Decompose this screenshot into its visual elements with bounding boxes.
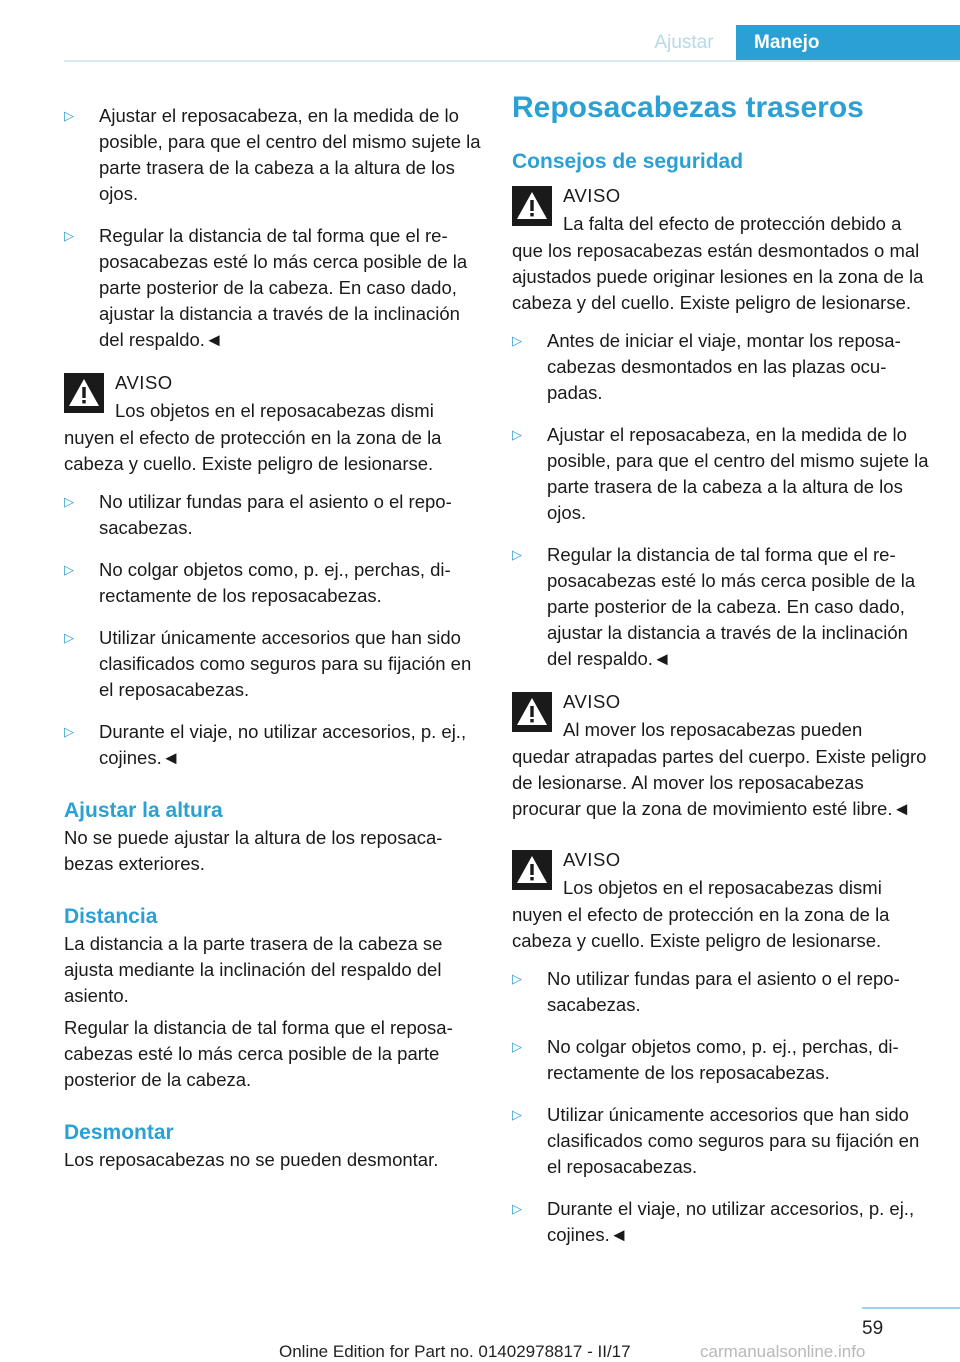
warning-title: AVISO bbox=[115, 372, 173, 393]
watermark: carmanualsonline.info bbox=[700, 1342, 866, 1361]
warning-text: Los objetos en el reposacabezas dismi bbox=[563, 877, 882, 898]
warning-title: AVISO bbox=[563, 185, 621, 206]
warning-triangle-icon bbox=[512, 692, 552, 732]
warning-text: nuyen el efecto de protección en la zona de la cabeza y cuello. Existe peligro de lesionarse. bbox=[64, 427, 442, 474]
section-heading: Consejos de seguridad bbox=[512, 150, 744, 173]
list-item: ▷ Durante el viaje, no utilizar accesorios, p. ej., cojines.◄ bbox=[512, 1198, 915, 1245]
edition-note: Online Edition for Part no. 01402978817 - II/17 bbox=[279, 1342, 631, 1361]
warning-title: AVISO bbox=[563, 849, 621, 870]
section-heading: Distancia bbox=[64, 905, 158, 928]
footer-rule bbox=[862, 1307, 960, 1309]
list-item: ▷ Utilizar únicamente accesorios que han sido clasificados como seguros para su fijación en el reposacabezas. bbox=[64, 627, 472, 700]
header-rule bbox=[64, 60, 960, 62]
bullet-triangle-icon: ▷ bbox=[512, 427, 522, 442]
warning-text: que los reposacabezas están desmontados o mal ajustados puede originar lesiones en la zona de la cabeza y del cuello. Existe peligro de lesionarse. bbox=[512, 240, 924, 313]
paragraph: La distancia a la parte trasera de la cabeza se ajusta mediante la inclinación del respaldo del asiento. bbox=[64, 933, 443, 1006]
bullet-triangle-icon: ▷ bbox=[64, 630, 74, 645]
paragraph: Regular la distancia de tal forma que el reposacabezas esté lo más cerca posible de la parte posterior de la cabeza. bbox=[64, 1017, 453, 1090]
header-tab-ajustar: Ajustar bbox=[654, 32, 714, 53]
bullet-triangle-icon: ▷ bbox=[64, 228, 74, 243]
bullet-triangle-icon: ▷ bbox=[512, 1107, 522, 1122]
list-item: ▷ Durante el viaje, no utilizar accesorios, p. ej., cojines.◄ bbox=[64, 721, 467, 768]
list-item: ▷ No utilizar fundas para el asiento o el reposacabezas. bbox=[512, 968, 900, 1015]
list-item: ▷ Regular la distancia de tal forma que el reposacabezas esté lo más cerca posible de la parte posterior de la cabeza. En caso dado, ajustar la distancia a través de la inclinación del respaldo.◄ bbox=[512, 544, 916, 669]
page-number: 59 bbox=[862, 1318, 884, 1339]
warning-triangle-icon bbox=[64, 373, 104, 413]
paragraph: No se puede ajustar la altura de los reposacabezas exteriores. bbox=[64, 827, 443, 874]
list-item: ▷ Utilizar únicamente accesorios que han sido clasificados como seguros para su fijación en el reposacabezas. bbox=[512, 1104, 920, 1177]
bullet-triangle-icon: ▷ bbox=[64, 562, 74, 577]
list-item: ▷ No utilizar fundas para el asiento o el reposacabezas. bbox=[64, 491, 452, 538]
bullet-triangle-icon: ▷ bbox=[512, 1201, 522, 1216]
bullet-triangle-icon: ▷ bbox=[64, 108, 74, 123]
bullet-triangle-icon: ▷ bbox=[512, 1039, 522, 1054]
header-tab-manejo: Manejo bbox=[736, 25, 960, 60]
warning-triangle-icon bbox=[512, 850, 552, 890]
warning-text: nuyen el efecto de protección en la zona de la cabeza y cuello. Existe peligro de lesionarse. bbox=[512, 904, 890, 951]
warning-text: quedar atrapadas partes del cuerpo. Existe peligro de lesionarse. Al mover los reposacabezas procurar que la zona de movimiento esté libre.◄ bbox=[512, 746, 927, 819]
list-item: ▷ Ajustar el reposacabeza, en la medida de lo posible, para que el centro del mismo sujete la parte trasera de la cabeza a la altura de los ojos. bbox=[512, 424, 929, 523]
bullet-triangle-icon: ▷ bbox=[64, 724, 74, 739]
list-item: ▷ Ajustar el reposacabeza, en la medida de lo posible, para que el centro del mismo sujete la parte trasera de la cabeza a la altura de los ojos. bbox=[64, 105, 481, 204]
list-item: ▷ Antes de iniciar el viaje, montar los reposacabezas desmontados en las plazas ocupadas. bbox=[512, 330, 901, 403]
page-title: Reposacabezas traseros bbox=[512, 91, 864, 124]
warning-text: Los objetos en el reposacabezas dismi bbox=[115, 400, 434, 421]
left-column bbox=[64, 95, 482, 1179]
bullet-triangle-icon: ▷ bbox=[512, 547, 522, 562]
warning-text: La falta del efecto de protección debido a bbox=[563, 213, 902, 234]
section-heading: Desmontar bbox=[64, 1121, 174, 1144]
warning-block bbox=[512, 846, 932, 954]
section-heading: Ajustar la altura bbox=[64, 799, 223, 822]
list-item: ▷ No colgar objetos como, p. ej., perchas, directamente de los reposacabezas. bbox=[64, 559, 451, 606]
warning-text: Al mover los reposacabezas pueden bbox=[563, 719, 863, 740]
warning-block bbox=[512, 688, 932, 822]
paragraph: Los reposacabezas no se pueden desmontar. bbox=[64, 1149, 439, 1170]
list-item: ▷ Regular la distancia de tal forma que el reposacabezas esté lo más cerca posible de la parte posterior de la cabeza. En caso dado, ajustar la distancia a través de la inclinación del respaldo.◄ bbox=[64, 225, 468, 350]
list-item: ▷ No colgar objetos como, p. ej., perchas, directamente de los reposacabezas. bbox=[512, 1036, 899, 1083]
bullet-triangle-icon: ▷ bbox=[64, 494, 74, 509]
warning-block bbox=[512, 182, 932, 316]
warning-block bbox=[64, 369, 482, 477]
warning-title: AVISO bbox=[563, 691, 621, 712]
bullet-triangle-icon: ▷ bbox=[512, 333, 522, 348]
right-column bbox=[512, 90, 932, 1264]
warning-triangle-icon bbox=[512, 186, 552, 226]
bullet-triangle-icon: ▷ bbox=[512, 971, 522, 986]
